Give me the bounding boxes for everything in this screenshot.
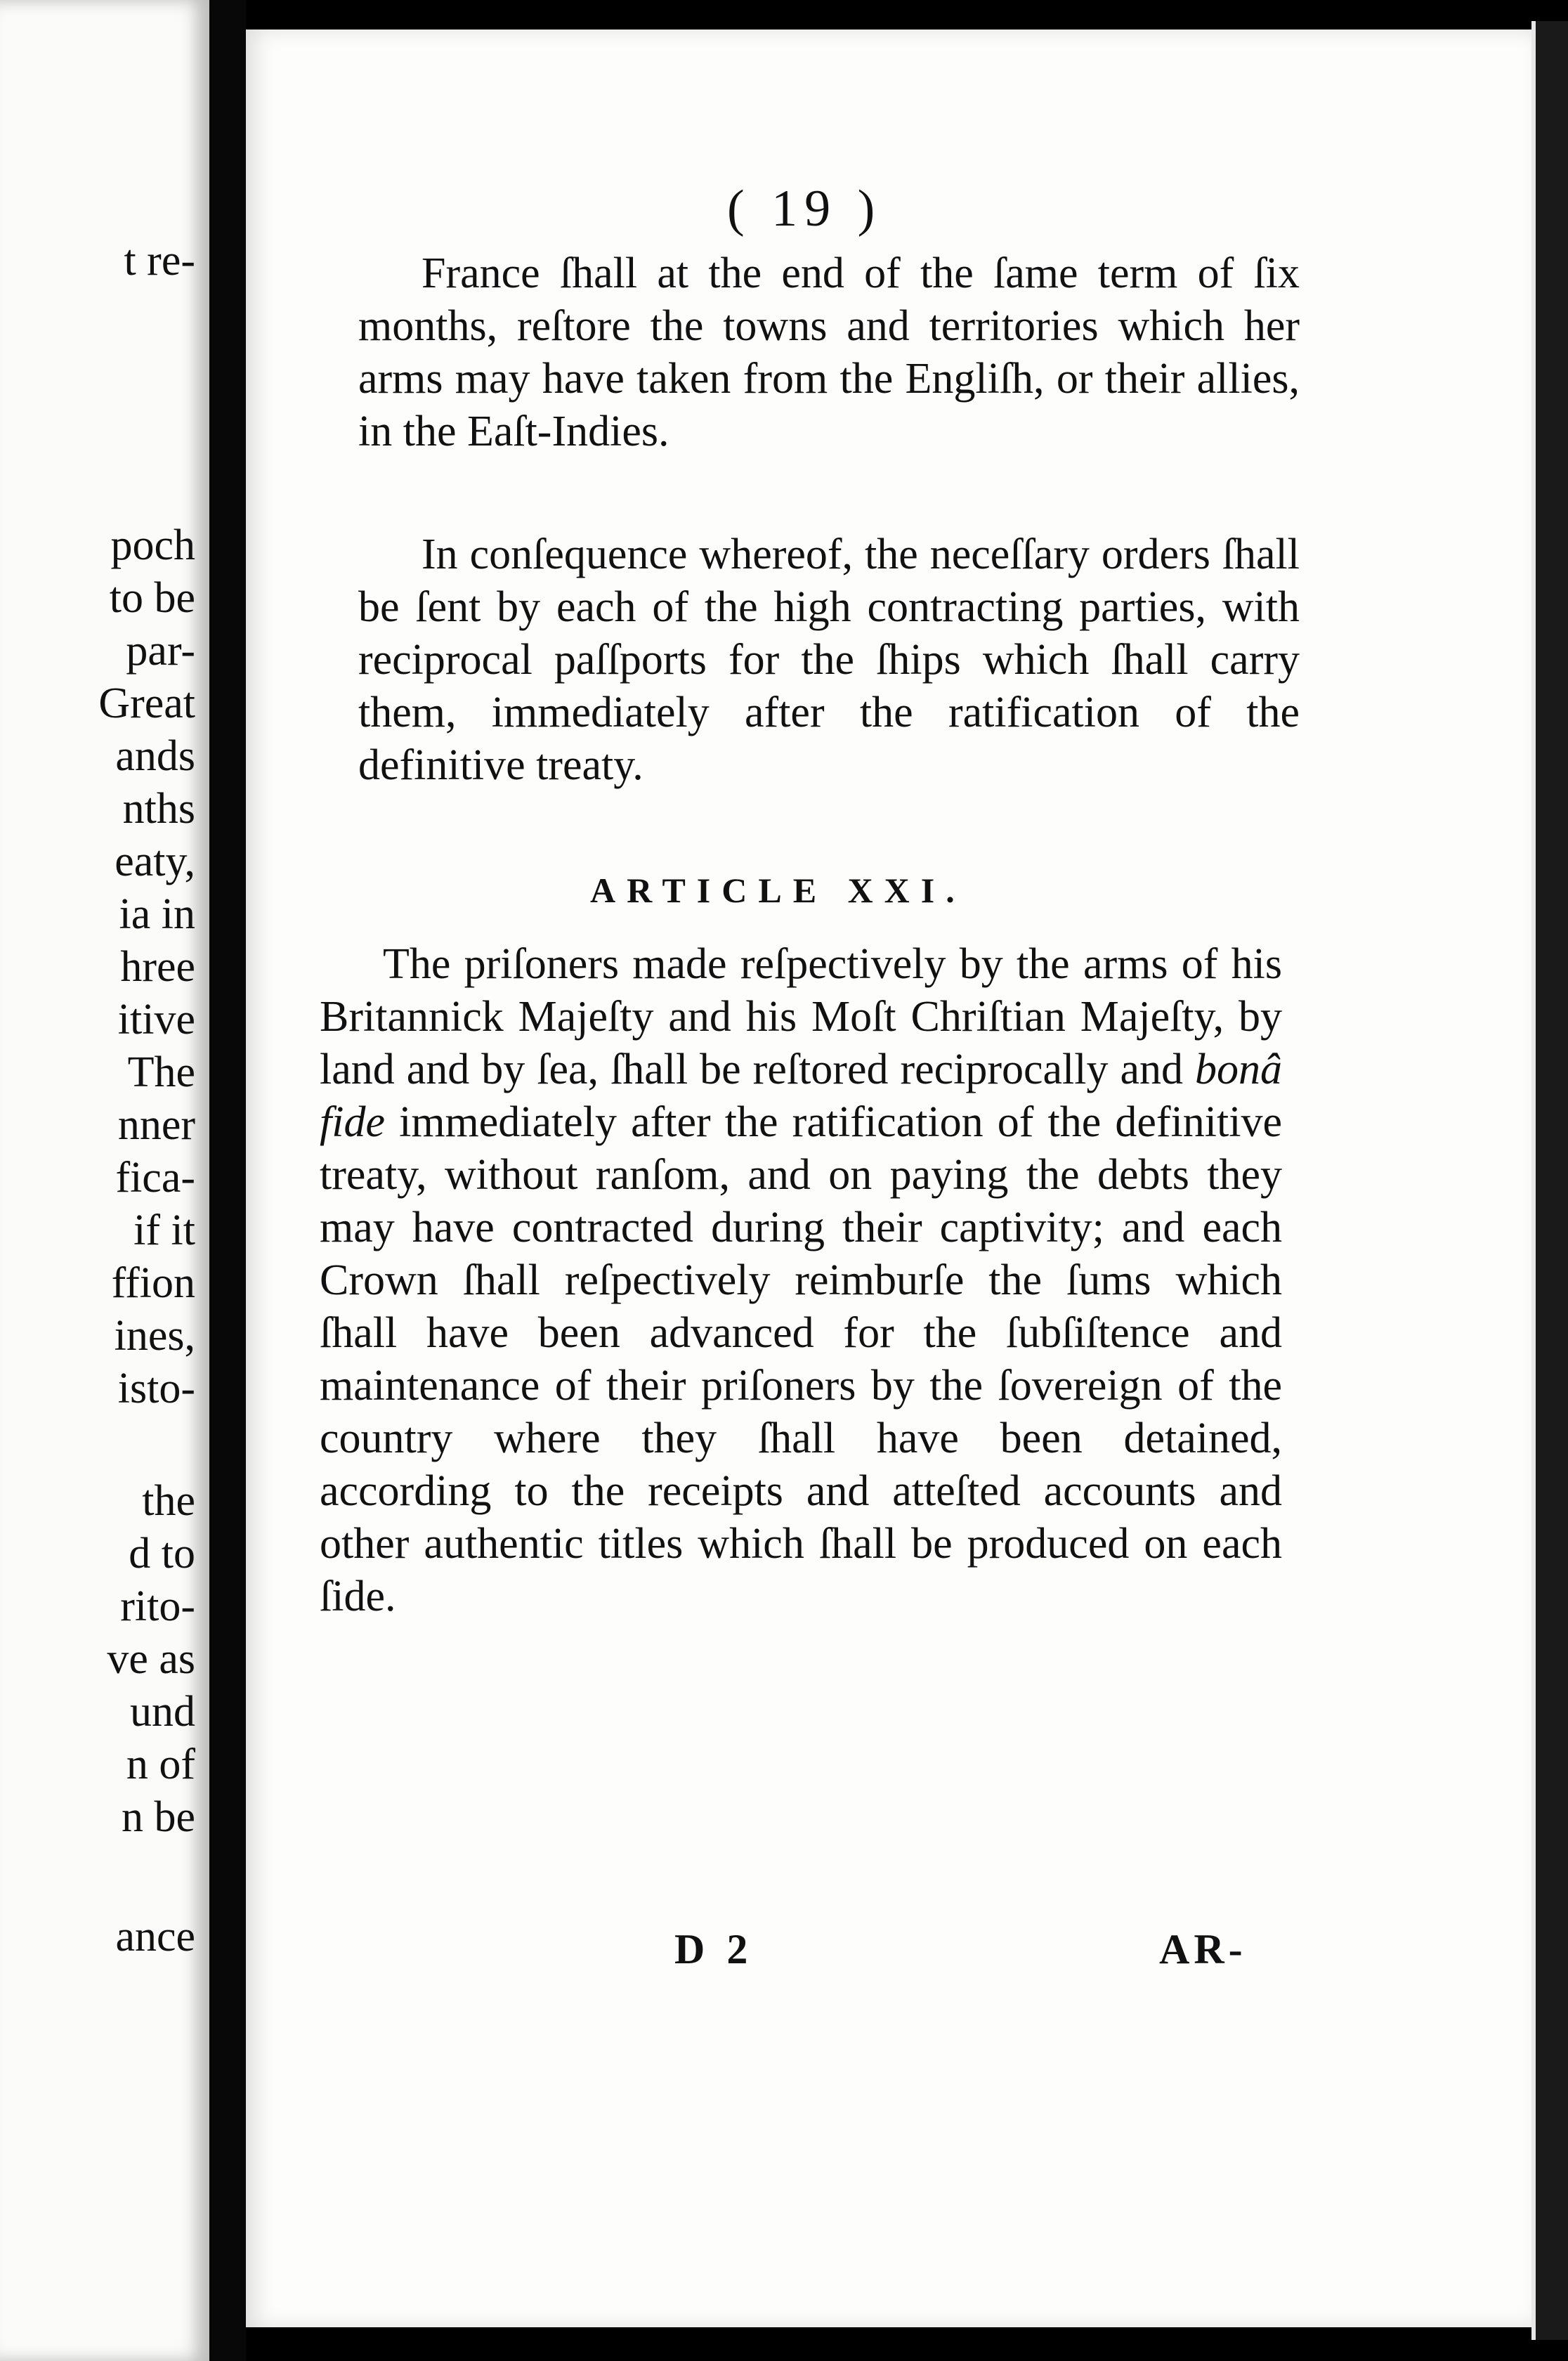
left-page-fragment: poch <box>110 521 195 569</box>
left-page-fragment: rito- <box>120 1582 195 1630</box>
page-number: ( 19 ) <box>727 180 882 238</box>
left-page-fragment: nths <box>122 785 195 833</box>
signature-mark: D 2 <box>674 1926 754 1972</box>
left-page-fragment: t re- <box>124 237 195 285</box>
paragraph-3-text <box>320 938 1282 1623</box>
left-page-fragment: nner <box>117 1101 195 1149</box>
paragraph-3-part-b: immediately after the ratification of the definitive treaty, without ranſom, and on paying the debts they may have contracted during their captivity; and each Crown ſhall reſpectively reimburſe the ſums which ſhall have been advanced for the ſubſiſtence and maintenance of their priſoners by the ſovereign of the country where they ſhall have been detained, according to the receipts and atteſted accounts and other authentic titles which ſhall be produced on each ſide. <box>320 1098 1282 1620</box>
catchword: AR- <box>1159 1926 1247 1972</box>
book-gutter <box>209 0 246 2361</box>
right-page-edge <box>1531 21 1568 2340</box>
left-page-fragment: to be <box>109 574 195 622</box>
left-page-fragment: ance <box>115 1913 195 1960</box>
left-page-fragment: the <box>142 1477 195 1525</box>
left-page-fragment: if it <box>133 1206 195 1254</box>
left-page-fragment: itive <box>117 996 195 1043</box>
left-page-fragment: par- <box>126 627 195 675</box>
paragraph-2 <box>358 528 1300 792</box>
left-page-fragment: und <box>130 1688 195 1736</box>
left-page-fragment: n be <box>121 1793 195 1841</box>
left-page-fragment: n of <box>126 1741 195 1788</box>
left-page-fragment: hree <box>120 943 195 991</box>
article-heading: ARTICLE XXI. <box>590 871 966 910</box>
left-page-fragment: The <box>127 1048 195 1096</box>
paragraph-1 <box>358 247 1300 458</box>
left-page-fragment: isto- <box>117 1365 195 1412</box>
left-page-fragment: ands <box>115 732 195 780</box>
left-page-fragment: ines, <box>114 1312 195 1360</box>
left-page-fragment: d to <box>129 1530 195 1578</box>
left-page-fragment: Great <box>98 679 195 727</box>
left-page-fragment: fica- <box>115 1154 195 1202</box>
paragraph-3-part-a: The priſoners made reſpectively by the arms of his Britannick Majeſty and his Moſt Chriſtian Majeſty, by land and by ſea, ſhall be reſtored reciprocally and <box>320 940 1282 1093</box>
paragraph-2-text: In conſequence whereof, the neceſſary orders ſhall be ſent by each of the high contracting parties, with reciprocal paſſports for the ſhips which ſhall carry them, immediately after the ratification of the definitive treaty. <box>358 531 1300 789</box>
left-page-fragment: eaty, <box>115 838 195 885</box>
left-facing-page <box>0 0 209 2361</box>
left-page-fragment: ve as <box>107 1635 195 1683</box>
paragraph-3 <box>320 938 1282 1623</box>
left-page-fragment: ia in <box>119 890 195 938</box>
paragraph-1-text: France ſhall at the end of the ſame term of ſix months, reſtore the towns and territories which her arms may have taken from the Engliſh, or their allies, in the Eaſt-Indies. <box>358 249 1300 455</box>
paragraph-3-italic: bonâ fide <box>320 1046 1282 1146</box>
left-page-fragment: ffion <box>111 1259 195 1307</box>
